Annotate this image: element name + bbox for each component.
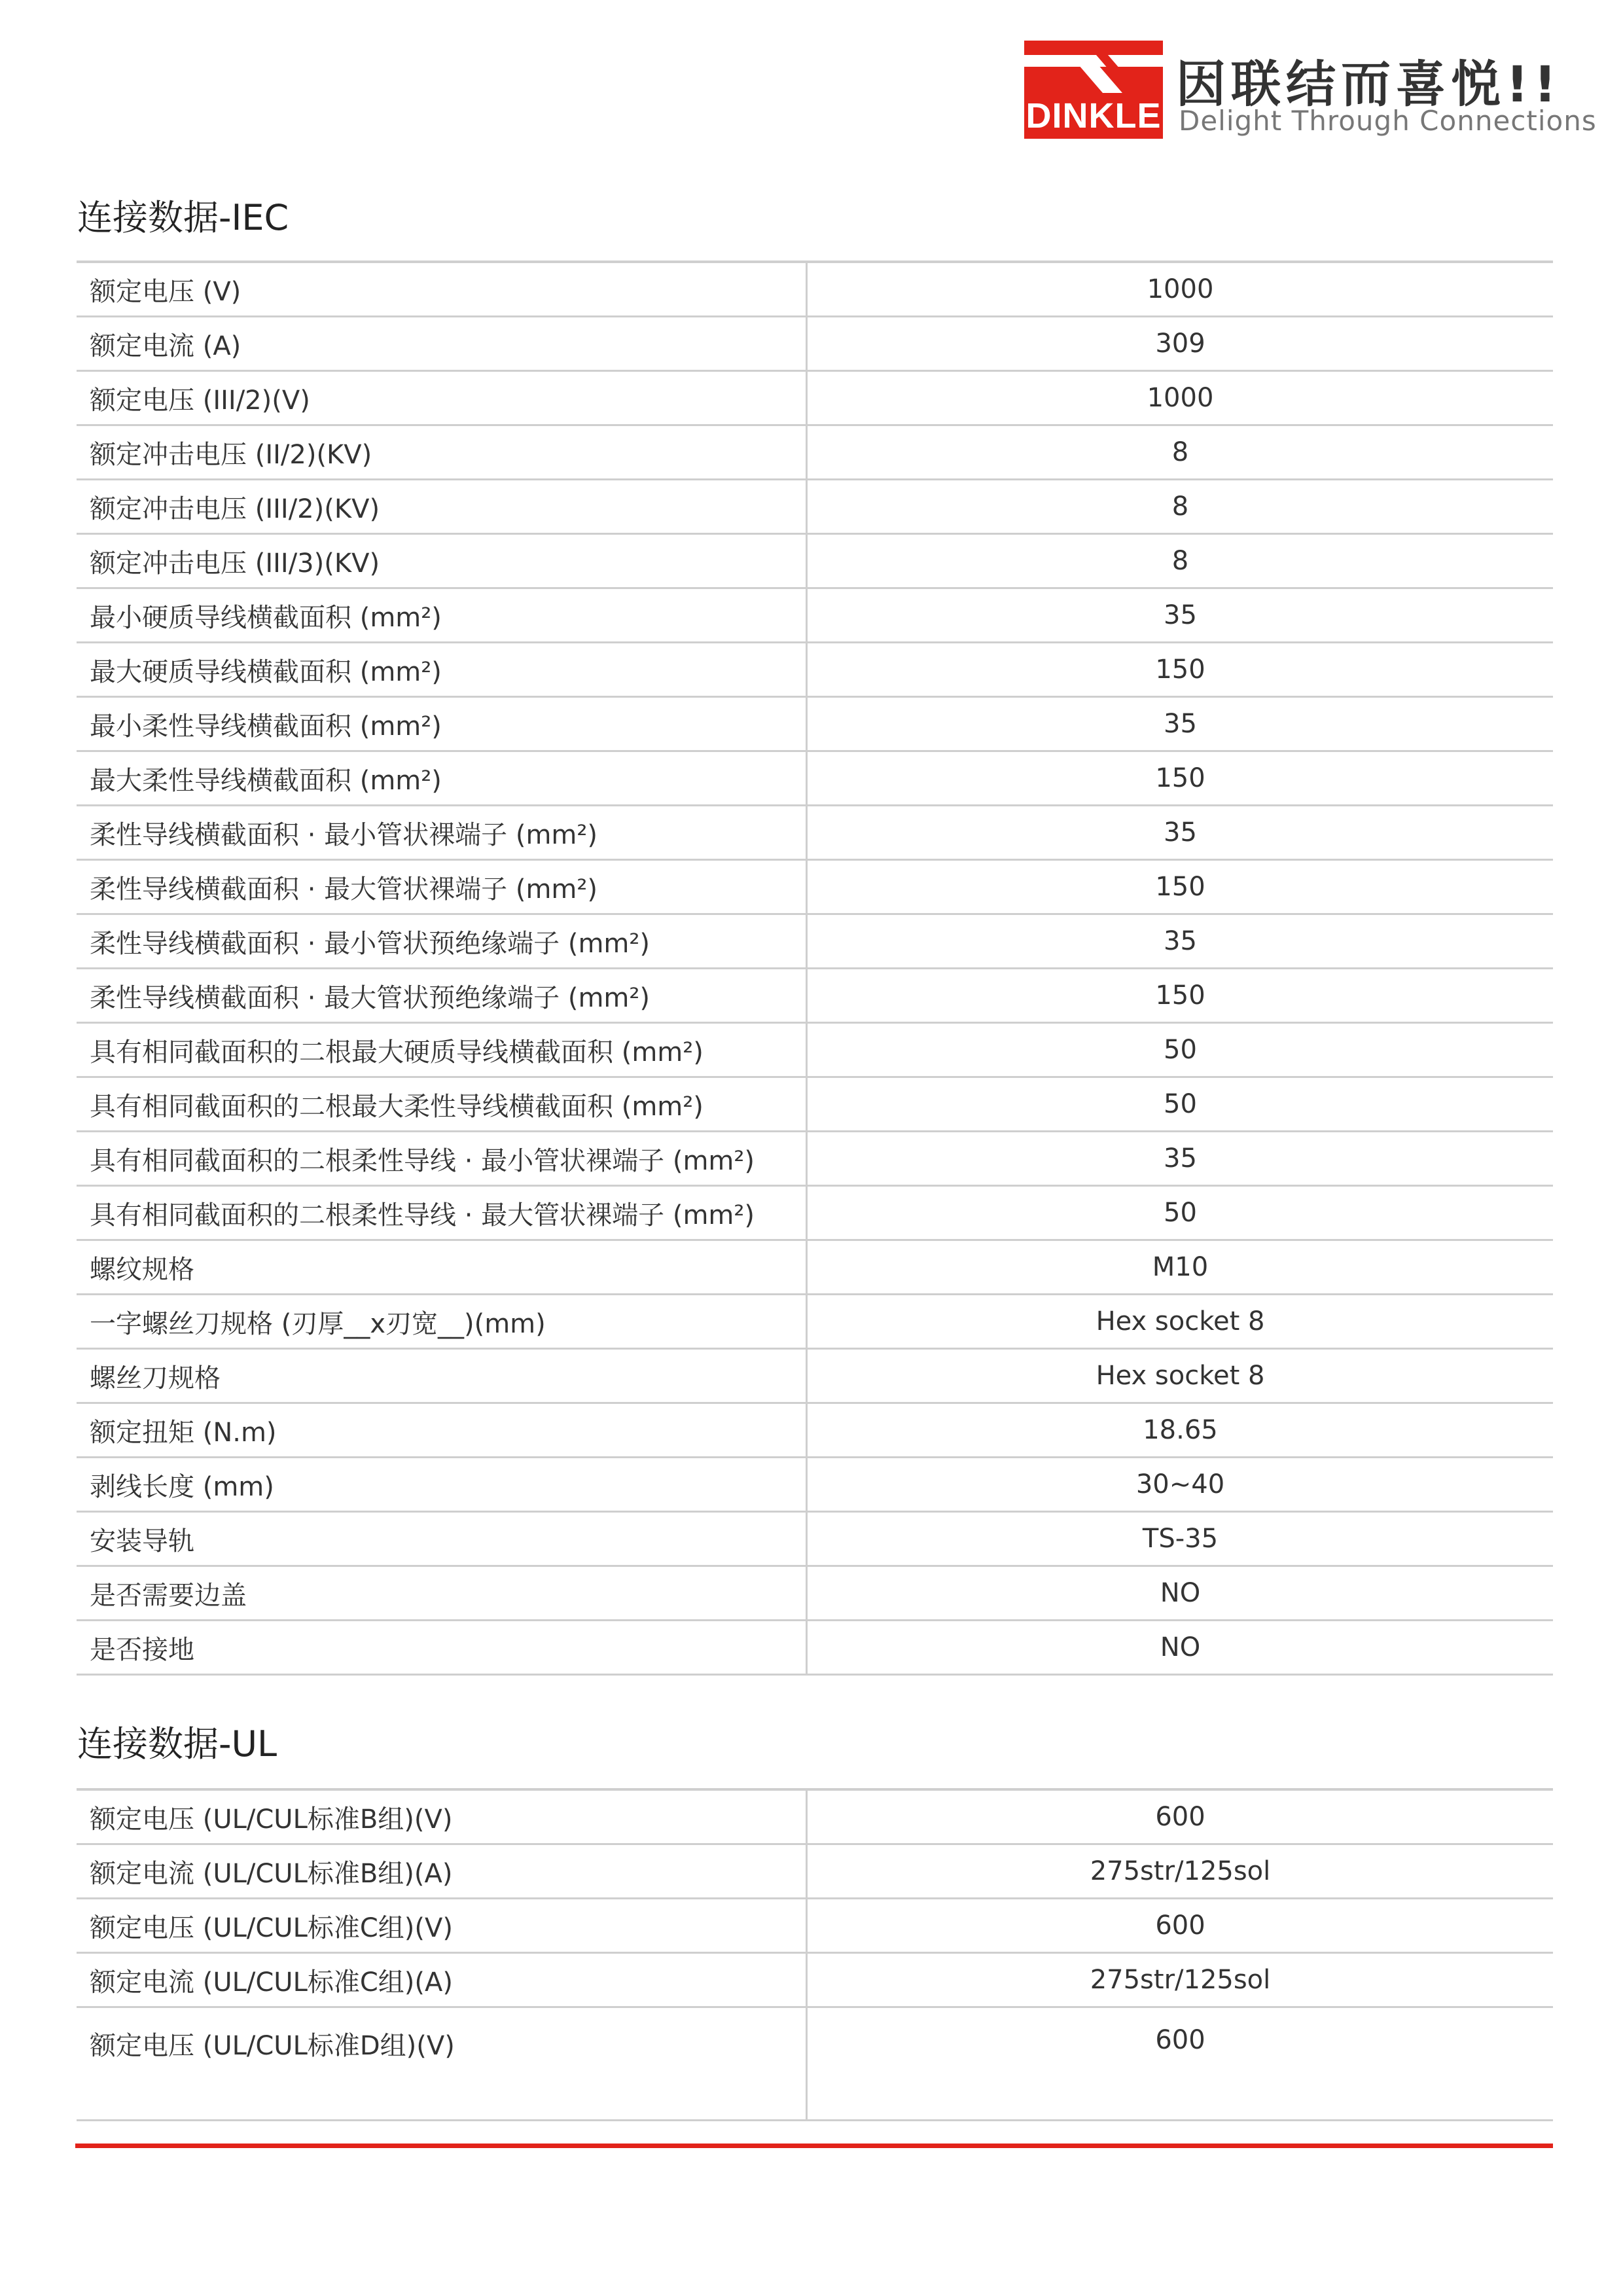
ul-spec-table — [77, 1788, 1553, 2121]
spec-label: 具有相同截面积的二根柔性导线 · 最小管状裸端子 (mm²) — [77, 1132, 807, 1186]
table-row — [77, 317, 1553, 371]
spec-label: 具有相同截面积的二根最大硬质导线横截面积 (mm²) — [77, 1023, 807, 1077]
spec-value: 150 — [807, 643, 1554, 697]
logo-stripe-icon — [1024, 41, 1163, 93]
spec-label: 具有相同截面积的二根柔性导线 · 最大管状裸端子 (mm²) — [77, 1186, 807, 1240]
table-row — [77, 1458, 1553, 1512]
table-row — [77, 1077, 1553, 1132]
table-row — [77, 425, 1553, 480]
spec-label: 额定电流 (A) — [77, 317, 807, 371]
spec-value: TS-35 — [807, 1512, 1554, 1566]
slogan-chinese: 因联结而喜悦!! — [1176, 55, 1562, 113]
spec-label: 最大硬质导线横截面积 (mm²) — [77, 643, 807, 697]
spec-value: 35 — [807, 588, 1554, 643]
spec-label: 柔性导线横截面积 · 最大管状预绝缘端子 (mm²) — [77, 969, 807, 1023]
spec-label: 螺纹规格 — [77, 1240, 807, 1295]
iec-spec-table — [77, 260, 1553, 1676]
spec-value: 35 — [807, 1132, 1554, 1186]
table-row — [77, 860, 1553, 914]
spec-value: 309 — [807, 317, 1554, 371]
spec-label: 柔性导线横截面积 · 最小管状裸端子 (mm²) — [77, 806, 807, 860]
spec-value: 150 — [807, 860, 1554, 914]
spec-label: 额定电流 (UL/CUL标准B组)(A) — [77, 1844, 807, 1899]
spec-label: 剥线长度 (mm) — [77, 1458, 807, 1512]
spec-value: 150 — [807, 751, 1554, 806]
table-row — [77, 1844, 1553, 1899]
table-row — [77, 1023, 1553, 1077]
spec-value: 600 — [807, 2007, 1554, 2121]
spec-value: 275str/125sol — [807, 1844, 1554, 1899]
table-row — [77, 1240, 1553, 1295]
spec-label: 额定电压 (V) — [77, 262, 807, 317]
table-row — [77, 1295, 1553, 1349]
iec-section-title: 连接数据-IEC — [77, 197, 289, 238]
spec-value: 8 — [807, 480, 1554, 534]
dinkle-logo — [1024, 41, 1163, 139]
table-row — [77, 588, 1553, 643]
table-row — [77, 751, 1553, 806]
spec-value: 1000 — [807, 262, 1554, 317]
spec-value: 150 — [807, 969, 1554, 1023]
logo-text: DINKLE — [1026, 96, 1162, 135]
spec-value: 35 — [807, 914, 1554, 969]
spec-value: 1000 — [807, 371, 1554, 425]
spec-label: 是否需要边盖 — [77, 1566, 807, 1621]
bottom-divider — [75, 2144, 1553, 2148]
spec-value: NO — [807, 1621, 1554, 1675]
table-row — [77, 697, 1553, 751]
spec-value: 35 — [807, 806, 1554, 860]
spec-value: 50 — [807, 1023, 1554, 1077]
table-row — [77, 1132, 1553, 1186]
table-row — [77, 914, 1553, 969]
table-row — [77, 371, 1553, 425]
spec-value: 8 — [807, 534, 1554, 588]
spec-value: 30~40 — [807, 1458, 1554, 1512]
spec-value: 50 — [807, 1186, 1554, 1240]
table-row — [77, 1186, 1553, 1240]
spec-value: M10 — [807, 1240, 1554, 1295]
spec-label: 最大柔性导线横截面积 (mm²) — [77, 751, 807, 806]
spec-label: 一字螺丝刀规格 (刃厚__x刃宽__)(mm) — [77, 1295, 807, 1349]
spec-label: 螺丝刀规格 — [77, 1349, 807, 1403]
spec-label: 额定扭矩 (N.m) — [77, 1403, 807, 1458]
table-row — [77, 1789, 1553, 1844]
spec-label: 额定冲击电压 (III/3)(KV) — [77, 534, 807, 588]
spec-value: Hex socket 8 — [807, 1349, 1554, 1403]
spec-label: 额定电压 (UL/CUL标准D组)(V) — [77, 2007, 807, 2121]
spec-value: 275str/125sol — [807, 1953, 1554, 2007]
spec-label: 柔性导线横截面积 · 最小管状预绝缘端子 (mm²) — [77, 914, 807, 969]
spec-label: 最小柔性导线横截面积 (mm²) — [77, 697, 807, 751]
table-row — [77, 262, 1553, 317]
spec-label: 具有相同截面积的二根最大柔性导线横截面积 (mm²) — [77, 1077, 807, 1132]
spec-label: 是否接地 — [77, 1621, 807, 1675]
table-row — [77, 1621, 1553, 1675]
ul-section-title: 连接数据-UL — [77, 1723, 277, 1765]
table-row — [77, 969, 1553, 1023]
spec-label: 额定电压 (UL/CUL标准C组)(V) — [77, 1899, 807, 1953]
table-row — [77, 1512, 1553, 1566]
table-row — [77, 480, 1553, 534]
table-row — [77, 2007, 1553, 2121]
spec-label: 额定电压 (III/2)(V) — [77, 371, 807, 425]
table-row — [77, 1349, 1553, 1403]
spec-value: NO — [807, 1566, 1554, 1621]
table-row — [77, 1566, 1553, 1621]
spec-value: 600 — [807, 1899, 1554, 1953]
spec-label: 额定电流 (UL/CUL标准C组)(A) — [77, 1953, 807, 2007]
spec-value: 8 — [807, 425, 1554, 480]
spec-value: 600 — [807, 1789, 1554, 1844]
spec-label: 额定冲击电压 (II/2)(KV) — [77, 425, 807, 480]
spec-label: 柔性导线横截面积 · 最大管状裸端子 (mm²) — [77, 860, 807, 914]
table-row — [77, 806, 1553, 860]
spec-label: 最小硬质导线横截面积 (mm²) — [77, 588, 807, 643]
spec-value: 35 — [807, 697, 1554, 751]
table-row — [77, 534, 1553, 588]
spec-label: 安装导轨 — [77, 1512, 807, 1566]
spec-label: 额定冲击电压 (III/2)(KV) — [77, 480, 807, 534]
table-row — [77, 1899, 1553, 1953]
table-row — [77, 1953, 1553, 2007]
spec-label: 额定电压 (UL/CUL标准B组)(V) — [77, 1789, 807, 1844]
table-row — [77, 1403, 1553, 1458]
spec-value: Hex socket 8 — [807, 1295, 1554, 1349]
table-row — [77, 643, 1553, 697]
slogan-english: Delight Through Connections — [1179, 105, 1597, 137]
brand-header — [1024, 41, 1597, 139]
spec-value: 50 — [807, 1077, 1554, 1132]
spec-value: 18.65 — [807, 1403, 1554, 1458]
